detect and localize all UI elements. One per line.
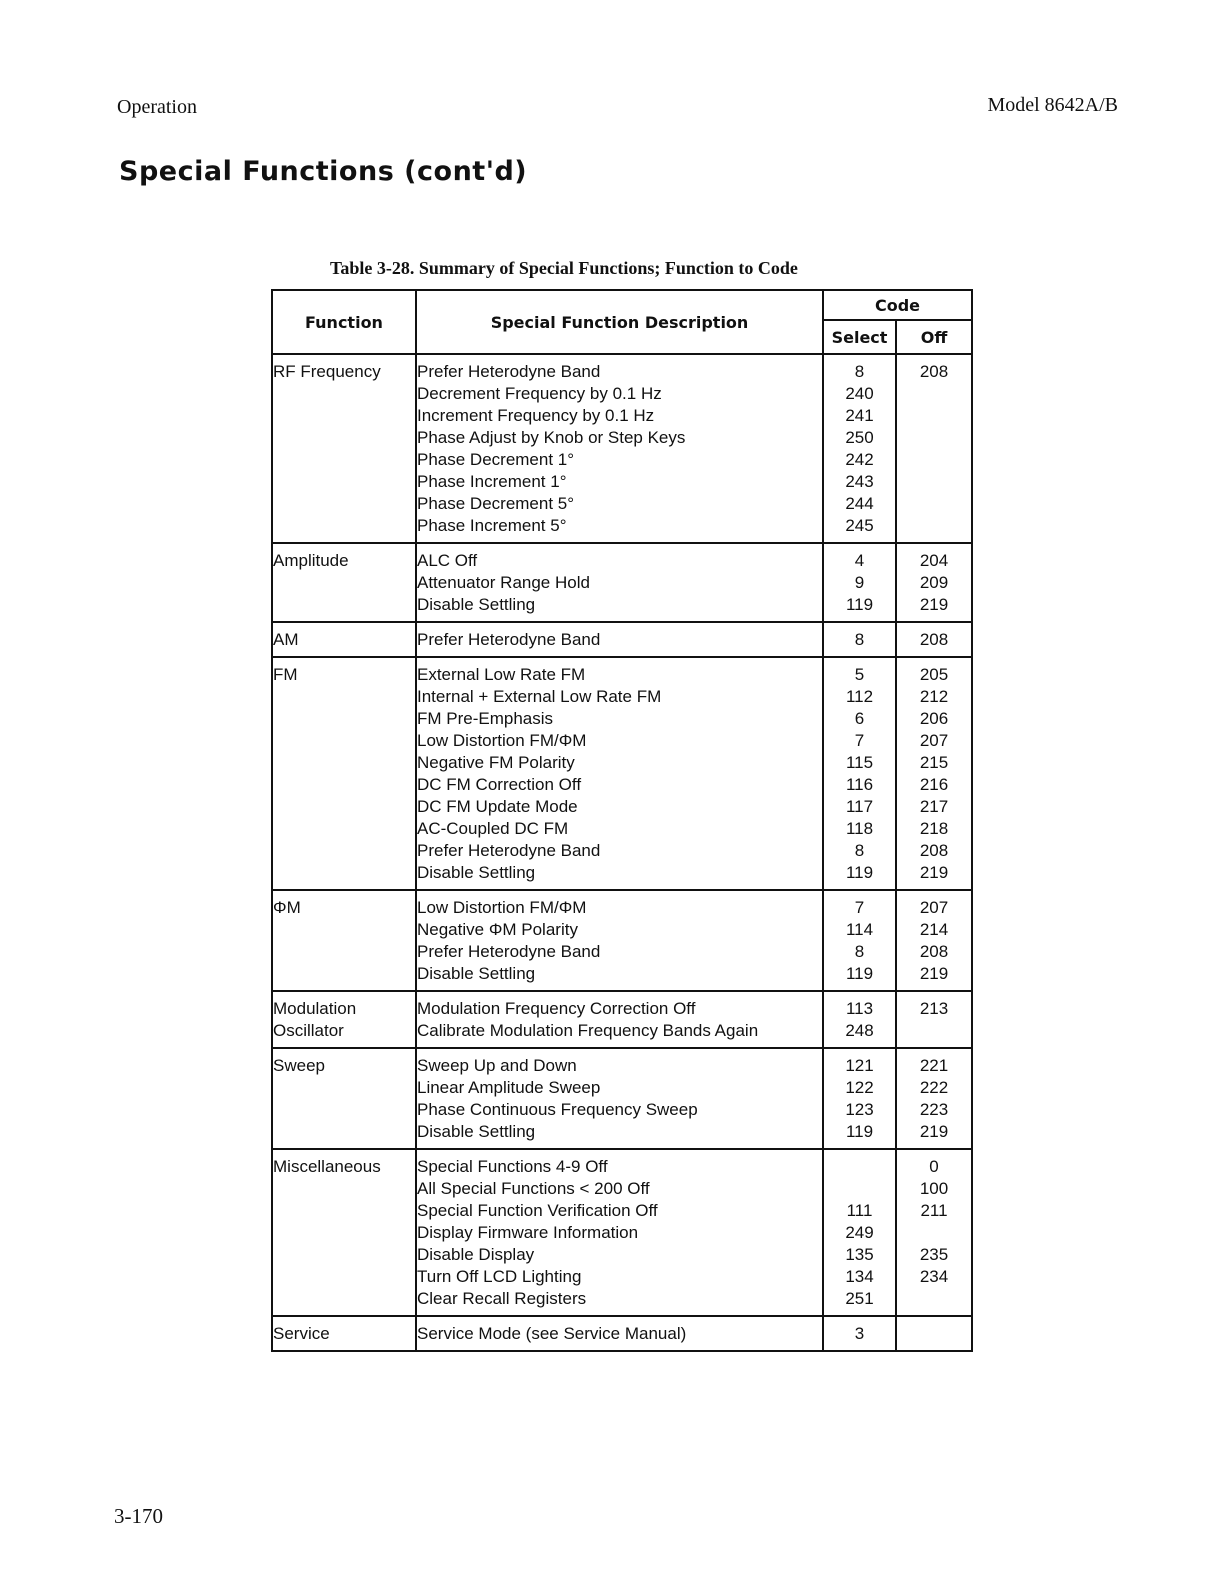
table-row bbox=[272, 1048, 972, 1149]
off-code bbox=[897, 1222, 971, 1244]
description-line: FM Pre-Emphasis bbox=[417, 709, 554, 728]
description-line: Phase Increment 1° bbox=[417, 472, 567, 491]
off-code-cell bbox=[896, 354, 972, 543]
select-code: 123 bbox=[845, 1100, 874, 1119]
function-cell bbox=[272, 991, 416, 1048]
select-code-cell bbox=[823, 1048, 896, 1149]
off-code: 217 bbox=[919, 797, 949, 816]
function-name: Oscillator bbox=[273, 1021, 344, 1040]
select-code: 8 bbox=[854, 362, 865, 381]
function-cell bbox=[272, 890, 416, 991]
select-code: 244 bbox=[845, 494, 874, 513]
function-cell bbox=[272, 622, 416, 657]
select-code: 8 bbox=[854, 630, 865, 649]
description-line: DC FM Correction Off bbox=[417, 775, 582, 794]
description-line: Phase Decrement 5° bbox=[417, 494, 575, 513]
off-code: 221 bbox=[919, 1056, 949, 1075]
select-code-cell bbox=[823, 1149, 896, 1316]
function-cell bbox=[272, 1316, 416, 1351]
table-row bbox=[272, 1149, 972, 1316]
select-code: 7 bbox=[854, 898, 865, 917]
description-cell bbox=[416, 890, 823, 991]
off-code: 223 bbox=[919, 1100, 949, 1119]
description-line: Turn Off LCD Lighting bbox=[417, 1267, 582, 1286]
page-title: Special Functions (cont'd) bbox=[119, 156, 528, 187]
description-line: Negative FM Polarity bbox=[417, 753, 575, 772]
description-line: Disable Settling bbox=[417, 595, 536, 614]
select-code: 118 bbox=[845, 819, 874, 838]
select-code: 5 bbox=[854, 665, 865, 684]
select-code: 3 bbox=[854, 1324, 865, 1343]
off-code-cell bbox=[896, 1048, 972, 1149]
off-code bbox=[897, 449, 971, 471]
off-code: 204 bbox=[919, 551, 949, 570]
off-code bbox=[897, 1288, 971, 1310]
description-line: ALC Off bbox=[417, 551, 478, 570]
description-line: Low Distortion FM/ΦM bbox=[417, 731, 587, 750]
off-code: 207 bbox=[919, 731, 949, 750]
off-code bbox=[897, 405, 971, 427]
select-code: 251 bbox=[845, 1289, 874, 1308]
off-code: 222 bbox=[919, 1078, 949, 1097]
select-code-cell bbox=[823, 657, 896, 890]
select-code: 119 bbox=[845, 964, 874, 983]
off-code bbox=[897, 493, 971, 515]
select-code: 115 bbox=[845, 753, 874, 772]
off-code-cell bbox=[896, 890, 972, 991]
description-line: Special Function Verification Off bbox=[417, 1201, 658, 1220]
select-code-cell bbox=[823, 622, 896, 657]
off-code: 216 bbox=[919, 775, 949, 794]
select-code: 4 bbox=[854, 551, 865, 570]
table-row bbox=[272, 657, 972, 890]
description-line: Increment Frequency by 0.1 Hz bbox=[417, 406, 655, 425]
select-code: 121 bbox=[845, 1056, 874, 1075]
select-code: 6 bbox=[854, 709, 865, 728]
description-line: Linear Amplitude Sweep bbox=[417, 1078, 601, 1097]
description-cell bbox=[416, 1316, 823, 1351]
off-code: 212 bbox=[919, 687, 949, 706]
description-line: Prefer Heterodyne Band bbox=[417, 362, 601, 381]
off-code bbox=[897, 383, 971, 405]
select-code-cell bbox=[823, 991, 896, 1048]
description-line: Display Firmware Information bbox=[417, 1223, 639, 1242]
description-line: Low Distortion FM/ΦM bbox=[417, 898, 587, 917]
description-cell bbox=[416, 354, 823, 543]
description-line: Clear Recall Registers bbox=[417, 1289, 587, 1308]
off-code: 208 bbox=[919, 942, 949, 961]
select-code: 245 bbox=[845, 516, 874, 535]
off-code-cell bbox=[896, 622, 972, 657]
function-cell bbox=[272, 657, 416, 890]
description-line: Phase Adjust by Knob or Step Keys bbox=[417, 428, 686, 447]
description-line: Prefer Heterodyne Band bbox=[417, 630, 601, 649]
off-code: 218 bbox=[919, 819, 949, 838]
select-code: 240 bbox=[845, 384, 874, 403]
function-name: RF Frequency bbox=[273, 362, 381, 381]
description-line: Prefer Heterodyne Band bbox=[417, 841, 601, 860]
select-code: 8 bbox=[854, 942, 865, 961]
select-code: 113 bbox=[845, 999, 874, 1018]
table-row bbox=[272, 890, 972, 991]
description-line: All Special Functions < 200 Off bbox=[417, 1179, 650, 1198]
description-line: Service Mode (see Service Manual) bbox=[417, 1324, 687, 1343]
table-row bbox=[272, 991, 972, 1048]
select-code: 117 bbox=[845, 797, 874, 816]
select-code: 119 bbox=[845, 863, 874, 882]
off-code: 214 bbox=[919, 920, 949, 939]
off-code: 235 bbox=[919, 1245, 949, 1264]
description-line: Modulation Frequency Correction Off bbox=[417, 999, 696, 1018]
off-code: 100 bbox=[919, 1179, 949, 1198]
description-cell bbox=[416, 1048, 823, 1149]
off-code: 219 bbox=[919, 595, 949, 614]
select-code-cell bbox=[823, 890, 896, 991]
off-code: 208 bbox=[919, 362, 949, 381]
function-name: Modulation bbox=[273, 999, 357, 1018]
description-line: Prefer Heterodyne Band bbox=[417, 942, 601, 961]
off-code: 215 bbox=[919, 753, 949, 772]
header-code: Code bbox=[823, 290, 972, 320]
select-code: 242 bbox=[845, 450, 874, 469]
description-line: Attenuator Range Hold bbox=[417, 573, 590, 592]
off-code: 207 bbox=[919, 898, 949, 917]
off-code-cell bbox=[896, 543, 972, 622]
select-code bbox=[824, 1156, 895, 1178]
off-code-cell bbox=[896, 657, 972, 890]
off-code: 219 bbox=[919, 1122, 949, 1141]
table-row bbox=[272, 1316, 972, 1351]
select-code: 116 bbox=[845, 775, 874, 794]
function-name: Service bbox=[273, 1324, 330, 1343]
select-code: 7 bbox=[854, 731, 865, 750]
off-code: 213 bbox=[919, 999, 949, 1018]
function-name: FM bbox=[273, 665, 298, 684]
description-line: Disable Settling bbox=[417, 863, 536, 882]
table-row bbox=[272, 354, 972, 543]
select-code: 119 bbox=[845, 595, 874, 614]
function-name: ΦM bbox=[273, 898, 301, 917]
running-header-model: Model 8642A/B bbox=[987, 94, 1118, 116]
off-code: 206 bbox=[919, 709, 949, 728]
select-code: 9 bbox=[854, 573, 865, 592]
table-row bbox=[272, 543, 972, 622]
select-code: 249 bbox=[845, 1223, 874, 1242]
off-code: 211 bbox=[920, 1201, 948, 1220]
select-code-cell bbox=[823, 1316, 896, 1351]
select-code-cell bbox=[823, 354, 896, 543]
function-cell bbox=[272, 354, 416, 543]
off-code-cell bbox=[896, 1316, 972, 1351]
off-code: 208 bbox=[919, 630, 949, 649]
off-code bbox=[897, 1020, 971, 1042]
header-description: Special Function Description bbox=[416, 290, 823, 354]
running-header-section: Operation bbox=[117, 96, 197, 118]
select-code: 111 bbox=[846, 1201, 873, 1220]
select-code: 119 bbox=[845, 1122, 874, 1141]
off-code: 219 bbox=[919, 964, 949, 983]
description-line: Disable Settling bbox=[417, 964, 536, 983]
description-line: Phase Increment 5° bbox=[417, 516, 567, 535]
special-functions-table-container bbox=[271, 289, 973, 1352]
header-select: Select bbox=[823, 320, 896, 354]
select-code: 122 bbox=[845, 1078, 874, 1097]
description-line: External Low Rate FM bbox=[417, 665, 586, 684]
description-cell bbox=[416, 1149, 823, 1316]
description-line: Phase Continuous Frequency Sweep bbox=[417, 1100, 698, 1119]
description-line: Calibrate Modulation Frequency Bands Again bbox=[417, 1021, 759, 1040]
description-line: Special Functions 4-9 Off bbox=[417, 1157, 608, 1176]
select-code: 114 bbox=[845, 920, 874, 939]
select-code: 250 bbox=[845, 428, 874, 447]
select-code: 134 bbox=[845, 1267, 874, 1286]
description-line: Disable Display bbox=[417, 1245, 535, 1264]
off-code: 205 bbox=[919, 665, 949, 684]
function-cell bbox=[272, 1149, 416, 1316]
description-line: Sweep Up and Down bbox=[417, 1056, 577, 1075]
select-code bbox=[824, 1178, 895, 1200]
off-code-cell bbox=[896, 991, 972, 1048]
table-caption: Table 3-28. Summary of Special Functions; Function to Code bbox=[330, 258, 798, 278]
off-code: 219 bbox=[919, 863, 949, 882]
select-code: 135 bbox=[845, 1245, 874, 1264]
description-line: Negative ΦM Polarity bbox=[417, 920, 578, 939]
description-line: Phase Decrement 1° bbox=[417, 450, 575, 469]
description-cell bbox=[416, 991, 823, 1048]
off-code bbox=[897, 471, 971, 493]
off-code: 208 bbox=[919, 841, 949, 860]
description-cell bbox=[416, 543, 823, 622]
select-code: 8 bbox=[854, 841, 865, 860]
function-name: Sweep bbox=[273, 1056, 325, 1075]
function-name: Miscellaneous bbox=[273, 1157, 381, 1176]
function-name: Amplitude bbox=[273, 551, 349, 570]
description-cell bbox=[416, 622, 823, 657]
select-code: 248 bbox=[845, 1021, 874, 1040]
select-code: 243 bbox=[845, 472, 874, 491]
description-line: Disable Settling bbox=[417, 1122, 536, 1141]
off-code: 0 bbox=[929, 1157, 939, 1176]
function-name: AM bbox=[273, 630, 299, 649]
table-body bbox=[272, 354, 972, 1351]
off-code bbox=[897, 515, 971, 537]
select-code: 241 bbox=[845, 406, 874, 425]
header-off: Off bbox=[896, 320, 972, 354]
off-code: 209 bbox=[919, 573, 949, 592]
page-number: 3-170 bbox=[114, 1504, 163, 1528]
off-code-cell bbox=[896, 1149, 972, 1316]
description-cell bbox=[416, 657, 823, 890]
off-code: 234 bbox=[919, 1267, 949, 1286]
header-function: Function bbox=[272, 290, 416, 354]
description-line: DC FM Update Mode bbox=[417, 797, 578, 816]
function-cell bbox=[272, 543, 416, 622]
description-line: Internal + External Low Rate FM bbox=[417, 687, 662, 706]
off-code bbox=[897, 1323, 971, 1345]
select-code: 112 bbox=[845, 687, 874, 706]
description-line: Decrement Frequency by 0.1 Hz bbox=[417, 384, 662, 403]
select-code-cell bbox=[823, 543, 896, 622]
special-functions-table bbox=[271, 289, 973, 1352]
description-line: AC-Coupled DC FM bbox=[417, 819, 569, 838]
table-row bbox=[272, 622, 972, 657]
off-code bbox=[897, 427, 971, 449]
function-cell bbox=[272, 1048, 416, 1149]
